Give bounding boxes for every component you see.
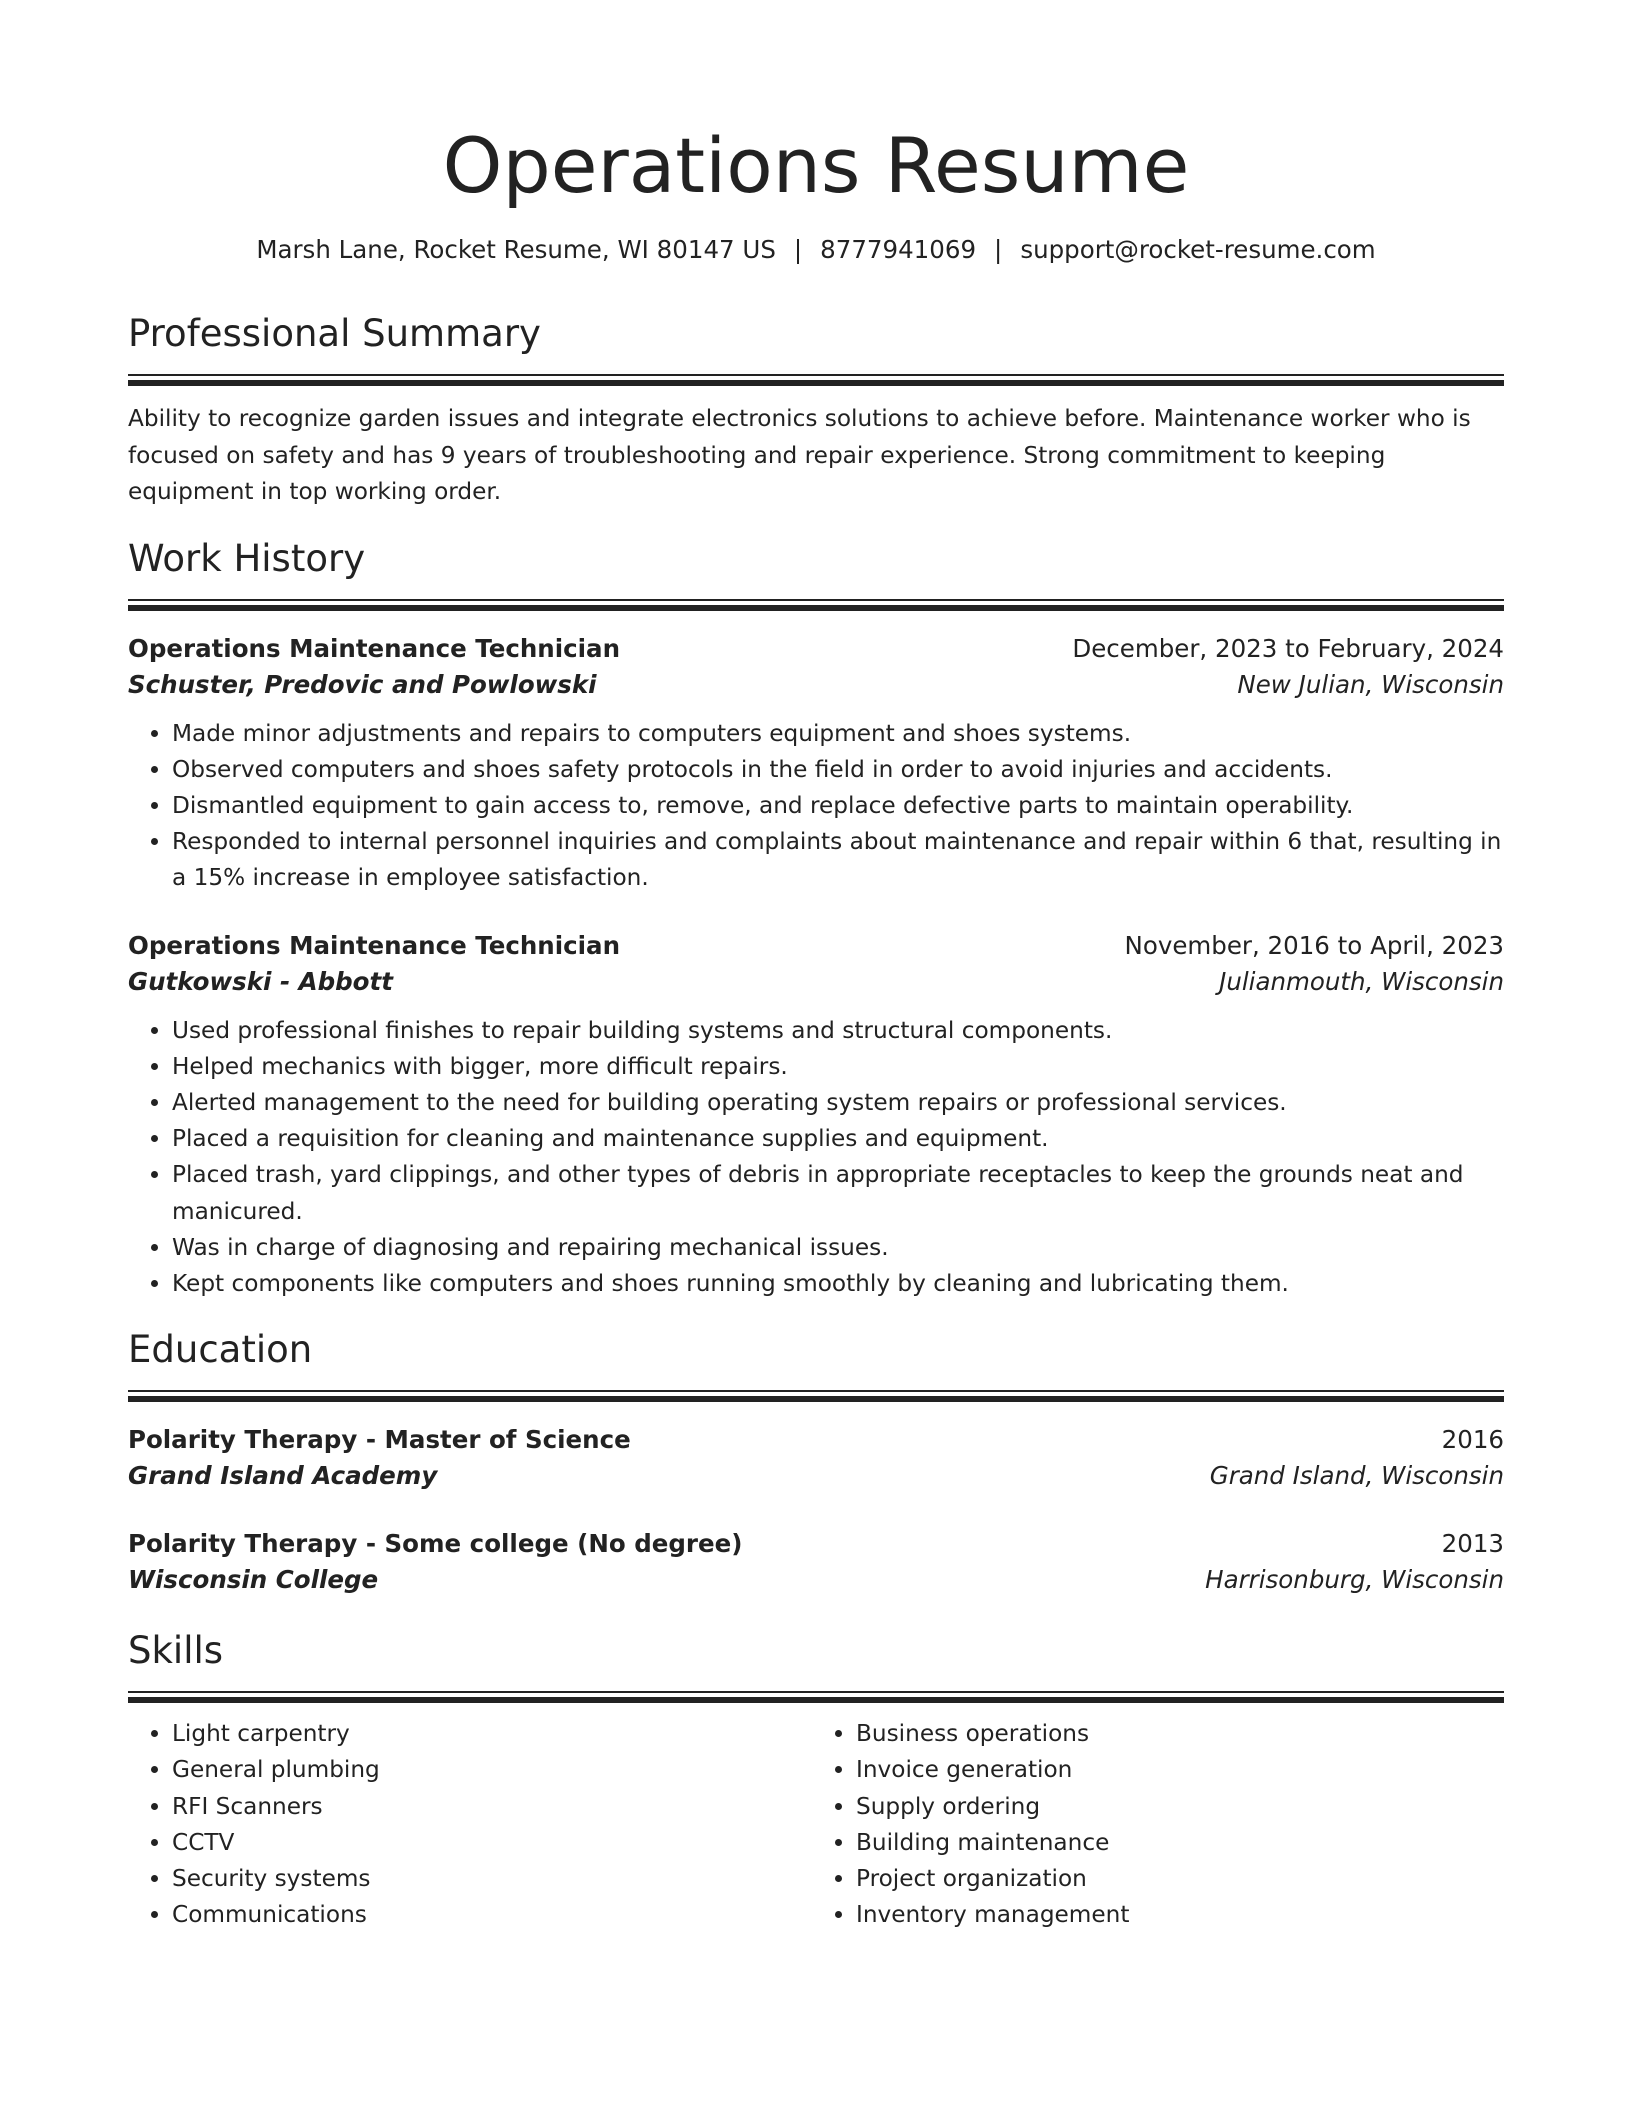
job-company: Gutkowski - Abbott bbox=[128, 966, 393, 996]
list-item: • Alerted management to the need for building operating system repairs or professional services. bbox=[172, 1085, 1504, 1121]
section-divider bbox=[128, 374, 1504, 387]
skill-item: • Building maintenance bbox=[856, 1825, 1490, 1861]
contact-email: support@rocket-resume.com bbox=[1020, 235, 1376, 264]
skills-grid bbox=[128, 1716, 1504, 1933]
job-entry bbox=[128, 929, 1504, 1303]
skill-item: • CCTV bbox=[172, 1825, 806, 1861]
education-location: Harrisonburg, Wisconsin bbox=[1205, 1565, 1504, 1595]
list-item: • Kept components like computers and shoes running smoothly by cleaning and lubricating them. bbox=[172, 1266, 1504, 1302]
education-year: 2013 bbox=[1441, 1529, 1504, 1559]
job-entry bbox=[128, 632, 1504, 897]
skill-item: • General plumbing bbox=[172, 1752, 806, 1788]
skill-item: • Communications bbox=[172, 1897, 806, 1933]
education-degree: Polarity Therapy - Master of Science bbox=[128, 1425, 631, 1455]
skill-item: • Project organization bbox=[856, 1861, 1490, 1897]
education-degree: Polarity Therapy - Some college (No degree) bbox=[128, 1529, 743, 1559]
job-title: Operations Maintenance Technician bbox=[128, 930, 621, 960]
contact-address: Marsh Lane, Rocket Resume, WI 80147 US bbox=[256, 235, 776, 264]
list-item: • Used professional finishes to repair building systems and structural components. bbox=[172, 1013, 1504, 1049]
section-divider bbox=[128, 599, 1504, 612]
skills-column-left bbox=[128, 1716, 806, 1933]
education-location: Grand Island, Wisconsin bbox=[1209, 1461, 1504, 1491]
contact-separator: | bbox=[793, 235, 803, 264]
education-entry bbox=[128, 1423, 1504, 1495]
list-item: • Placed a requisition for cleaning and maintenance supplies and equipment. bbox=[172, 1121, 1504, 1157]
skill-item: • Invoice generation bbox=[856, 1752, 1490, 1788]
list-item: • Dismantled equipment to gain access to, remove, and replace defective parts to maintain operability. bbox=[172, 788, 1504, 824]
job-company: Schuster, Predovic and Powlowski bbox=[128, 669, 597, 699]
skill-item: • Inventory management bbox=[856, 1897, 1490, 1933]
contact-phone: 8777941069 bbox=[820, 235, 977, 264]
job-dates: November, 2016 to April, 2023 bbox=[1124, 930, 1504, 960]
list-item: • Helped mechanics with bigger, more difficult repairs. bbox=[172, 1049, 1504, 1085]
job-bullets bbox=[128, 1013, 1504, 1303]
job-title: Operations Maintenance Technician bbox=[128, 633, 621, 663]
contact-separator: | bbox=[994, 235, 1003, 264]
resume-page bbox=[128, 0, 1504, 1933]
list-item: • Observed computers and shoes safety protocols in the field in order to avoid injuries and accidents. bbox=[172, 752, 1504, 788]
education-entry bbox=[128, 1527, 1504, 1599]
section-divider bbox=[128, 1691, 1504, 1704]
skill-item: • Business operations bbox=[856, 1716, 1490, 1752]
page-title: Operations Resume bbox=[442, 121, 1190, 210]
job-dates: December, 2023 to February, 2024 bbox=[1072, 633, 1504, 663]
contact-line bbox=[128, 234, 1504, 266]
skill-item: • Light carpentry bbox=[172, 1716, 806, 1752]
section-title-education: Education bbox=[128, 1328, 313, 1372]
list-item: • Made minor adjustments and repairs to computers equipment and shoes systems. bbox=[172, 716, 1504, 752]
job-bullets bbox=[128, 716, 1504, 897]
section-title-work-history: Work History bbox=[128, 536, 366, 580]
education-year: 2016 bbox=[1441, 1425, 1504, 1455]
section-title-skills: Skills bbox=[128, 1629, 224, 1673]
list-item: • Was in charge of diagnosing and repairing mechanical issues. bbox=[172, 1230, 1504, 1266]
skill-item: • RFI Scanners bbox=[172, 1789, 806, 1825]
skills-column-right bbox=[806, 1716, 1490, 1933]
section-divider bbox=[128, 1390, 1504, 1403]
skill-item: • Supply ordering bbox=[856, 1789, 1490, 1825]
education-school: Wisconsin College bbox=[128, 1565, 379, 1595]
education-school: Grand Island Academy bbox=[128, 1461, 438, 1491]
list-item: • Placed trash, yard clippings, and other types of debris in appropriate receptacles to keep the grounds neat and manicured. bbox=[172, 1157, 1504, 1229]
skill-item: • Security systems bbox=[172, 1861, 806, 1897]
section-title-summary: Professional Summary bbox=[128, 312, 541, 355]
list-item: • Responded to internal personnel inquiries and complaints about maintenance and repair within 6 that, resulting in a 15% increase in employee satisfaction. bbox=[172, 824, 1504, 896]
job-location: Julianmouth, Wisconsin bbox=[1219, 966, 1504, 996]
summary-text: Ability to recognize garden issues and integrate electronics solutions to achieve before. Maintenance worker who is focused on safety and has 9 years of troubleshooting and repair experience. Strong commitment to keeping equipment in top working order. bbox=[128, 405, 1471, 505]
job-location: New Julian, Wisconsin bbox=[1237, 669, 1504, 699]
